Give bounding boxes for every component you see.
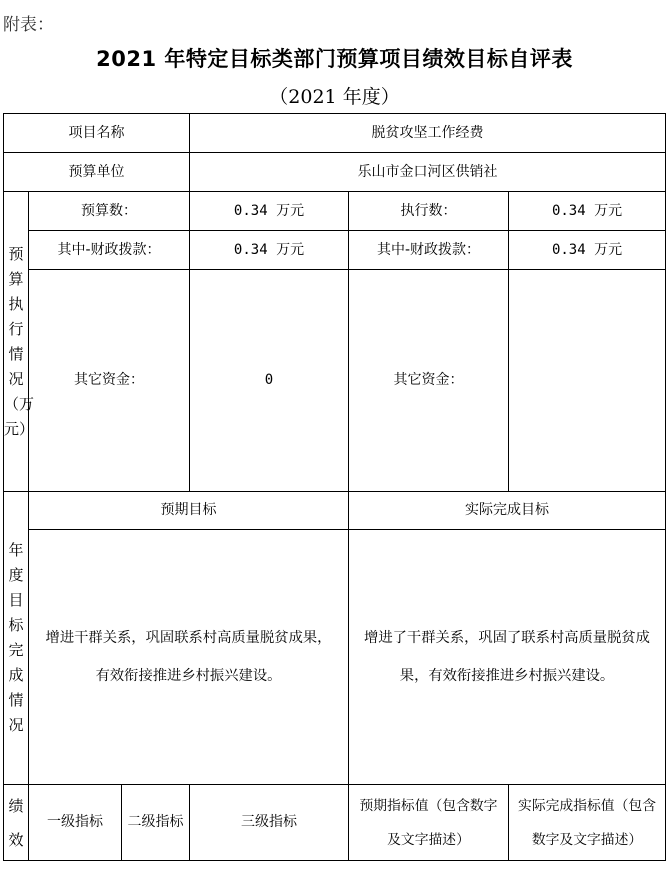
- self-evaluation-table: [3, 113, 666, 861]
- budget-execution-side-label: 预 算 执 行 情 况 （万 元）: [4, 192, 29, 492]
- level2-indicator-header: 二级指标: [122, 785, 190, 861]
- goals-content-row: [4, 530, 666, 785]
- executed-amount-label: 执行数：: [349, 192, 509, 231]
- performance-side-label: 绩 效: [4, 785, 29, 861]
- expected-goal-text: 增进干群关系，巩固联系村高质量脱贫成果， 有效衔接推进乡村振兴建设。: [29, 530, 349, 785]
- fiscal-value-executed: 0.34 万元: [509, 231, 666, 270]
- goals-side-label: 年 度 目 标 完 成 情 况: [4, 492, 29, 785]
- budget-amount-value: 0.34 万元: [190, 192, 349, 231]
- expected-indicator-value-header: 预期指标值（包含数字 及文字描述）: [349, 785, 509, 861]
- other-funds-value-budget: 0: [190, 270, 349, 492]
- other-funds-value-executed: [509, 270, 666, 492]
- project-name-value: 脱贫攻坚工作经费: [190, 114, 666, 153]
- project-row: [4, 114, 666, 153]
- other-funds-label-executed: 其它资金：: [349, 270, 509, 492]
- fiscal-label-budget: 其中-财政拨款：: [29, 231, 190, 270]
- fiscal-value-budget: 0.34 万元: [190, 231, 349, 270]
- actual-indicator-value-header: 实际完成指标值（包含 数字及文字描述）: [509, 785, 666, 861]
- other-funds-label-budget: 其它资金：: [29, 270, 190, 492]
- budget-amount-label: 预算数：: [29, 192, 190, 231]
- budget-unit-value: 乐山市金口河区供销社: [190, 153, 666, 192]
- budget-unit-label: 预算单位: [4, 153, 190, 192]
- goals-header-row: [4, 492, 666, 530]
- actual-goal-header: 实际完成目标: [349, 492, 666, 530]
- page-title: 2021 年特定目标类部门预算项目绩效目标自评表: [96, 47, 573, 71]
- expected-goal-header: 预期目标: [29, 492, 349, 530]
- level1-indicator-header: 一级指标: [29, 785, 122, 861]
- other-funds-row: [4, 270, 666, 492]
- budget-amount-row: [4, 192, 666, 231]
- level3-indicator-header: 三级指标: [190, 785, 349, 861]
- performance-header-row: [4, 785, 666, 861]
- fiscal-row: [4, 231, 666, 270]
- actual-goal-text: 增进了干群关系，巩固了联系村高质量脱贫成 果，有效衔接推进乡村振兴建设。: [349, 530, 666, 785]
- unit-row: [4, 153, 666, 192]
- page-subtitle: （2021 年度）: [269, 86, 400, 108]
- fiscal-label-executed: 其中-财政拨款：: [349, 231, 509, 270]
- project-name-label: 项目名称: [4, 114, 190, 153]
- attachment-label: 附表：: [3, 15, 54, 35]
- executed-amount-value: 0.34 万元: [509, 192, 666, 231]
